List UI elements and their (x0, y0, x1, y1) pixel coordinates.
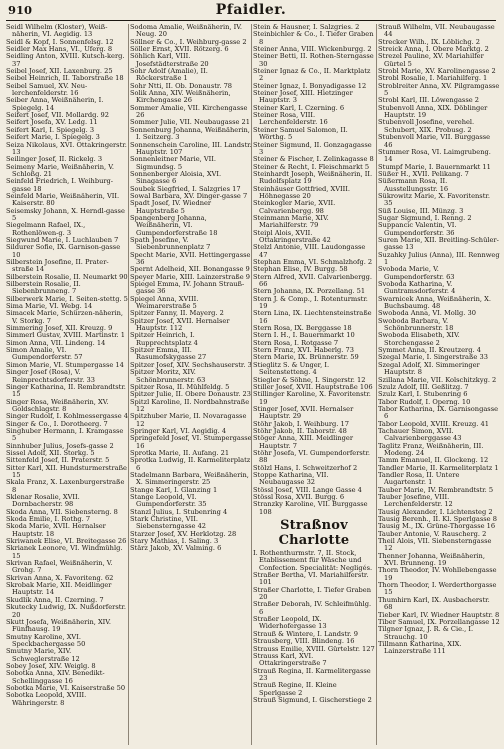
directory-entry: Strauß Regina, II. Karmelitergasse 23 (253, 667, 371, 682)
directory-entry: Stern Johanna, IX. Porzellang. 51 (253, 288, 366, 296)
directory-entry: Steinkogler Marie, XVII. Calvarienbergg. 98 (253, 200, 336, 215)
directory-entry: Swoboda Barbara, V. Schönbrunnerstr. 18 (378, 317, 454, 333)
directory-entry: Sildurer Sofie, IX. Garnison-gasse 10 (6, 244, 121, 259)
directory-entry: Skoda Marie, XVII. Hernalser Hauptstr. 18 (6, 523, 106, 538)
column-4 (378, 24, 500, 656)
directory-entry: Steiner Karl, I. Czerning. 6 (253, 104, 345, 112)
directory-entry: Tabor Leopold, XVIII. Kreuzg. 41 (378, 420, 489, 428)
running-head: Pfaidler. (215, 2, 287, 18)
directory-entry: Szulz Karl, I. Stubenring 6 (378, 391, 468, 399)
directory-entry: Svoboda Katharina, V. Guntramsdorferstr. 4 (378, 281, 456, 296)
directory-entry: Tillmann Katharina, XIX. Lainzerstraße 111 (378, 640, 462, 656)
directory-entry: Stern I. H., I. Bauernmarkt 10 (253, 332, 355, 340)
directory-entry: Sobey Josef, XIV. Weiglg. 8 (6, 662, 96, 670)
directory-entry: Suppancic Valentin, VI. Gumpendorferstr. 36 (378, 222, 457, 237)
directory-entry: Spitzer Josef, XVII. Hernalser Hauptstr. 112 (130, 317, 230, 333)
directory-entry: Seibel Samuel, XV. Neu-lerchenfelderstr. 16 (6, 82, 88, 98)
directory-entry: Tausig M., IX. Grüne-Thorgasse 16 (378, 523, 496, 531)
directory-entry: Skudlik Anna, II. Czerning. 7 (6, 596, 104, 604)
directory-entry: Silberstein Rosalie, II. Siebenbrunneng. 7 (6, 281, 81, 296)
directory-entry: Seifert Marie, I. Spiegelg. 3 (6, 134, 100, 142)
directory-entry: Strauß & Wintere, I. Landstr. 9 (253, 630, 358, 638)
directory-entry: Sittenfeld Josef, II. Praterstr. 5 (6, 457, 110, 465)
directory-entry: Spitzer Julie, II. Obere Donaustr. 23 (130, 391, 251, 399)
directory-entry: Steiner Ignaz & Co., II. Marktplatz 2 (253, 68, 371, 83)
directory-entry: Stärz Jakob, XV. Valming. 6 (130, 545, 222, 553)
directory-entry: Spangenberg Johanna, Weißnäherin, VI. Gumpendorferstraße 18 (130, 214, 218, 237)
directory-entry: Stöhr Josefa, VI. Gumpendorferstr. 88 (253, 449, 371, 465)
directory-entry: Symmet Anna, II. Kreutzerg. 4 (378, 347, 481, 355)
directory-entry: Szegal Marie, I. Singerstraße 33 (378, 354, 488, 362)
directory-entry: Sükrowitz Marie, X. Favoritenstr. 35 (378, 192, 490, 208)
directory-entry: I. Rothenthurmstr. 7, II. Stock, Etablissement für Wäsche und Confection. Specialität: Negligés. (253, 550, 373, 572)
directory-entry: Sodoma Amalie, Weißnäherin, IV. Neug. 20 (130, 24, 242, 39)
directory-entry: Tauber Josefine, VIII. Lerchenfelderstr. 12 (378, 494, 453, 509)
directory-entry: Sohr Ntti, II. Ob. Donaustr. 78 (130, 82, 233, 90)
directory-entry: Suzahky Julius (Anna), III. Rennweg 1 (378, 251, 500, 266)
directory-entry: Straßer Charlotte, I. Tiefer Graben 20 (253, 586, 372, 602)
directory-entry: Seisemsky Johann, X. Herndl-gasse 5 (6, 207, 125, 222)
directory-entry: Spitzer Heinrich, I. Rupprechtsplatz 4 (130, 332, 198, 347)
directory-entry: Stern Marie, IX. Brünnerstr. 59 (253, 354, 359, 362)
directory-entry: Stern Lina, IX. Liechtensteinstraße 16 (253, 310, 372, 325)
directory-entry: Starzer Josef, XV. Herklotzg. 28 (130, 530, 237, 538)
directory-entry: Swarnicek Anna, Weißnäherin, X. Buchsbaumg. 48 (378, 295, 491, 311)
directory-entry: Seidler Max Hans, VI., Uferg. 8 (6, 46, 113, 54)
directory-entry: Strauß Wilhelm, VII. Neubaugasse 44 (378, 24, 495, 39)
directory-entry: Singer & Co., I. Dorotheerg. 7 (6, 420, 108, 428)
directory-entry: Stroblreiter Anna, XV. Pilgramgasse 5 (378, 82, 500, 98)
directory-entry: Strobl Marie, XV. Karolinengasse 2 (378, 68, 496, 76)
directory-entry: Szillana Marie, VII. Kolschitzkyg. 2 (378, 376, 497, 384)
directory-entry: Stelzl Antonie, VIII. Laudongasse 47 (253, 244, 366, 259)
directory-entry: Spitzer Fanny, II. Mayerg. 2 (130, 310, 224, 318)
directory-entry: Söller Ernst, XVII. Rötzerg. 6 (130, 46, 229, 54)
column-2 (130, 24, 252, 553)
directory-entry: Stranzky Karoline, VII. Burggasse 108 (253, 501, 368, 516)
directory-entry: Seidl & Kopf, I. Sonnenfelsg. 12 (6, 38, 114, 46)
directory-entry: Sprotka Ludwig, II. Karmeliterplatz 6 (130, 457, 251, 472)
page-number: 910 (8, 3, 33, 17)
directory-entry: Seinfeld Marie, Weißnäherin, VII. Kaiserstr. 80 (6, 192, 120, 208)
directory-entry: Thenner Johanna, Weißnäherin, XVI. Brunneng. 19 (378, 552, 485, 568)
directory-entry: Stubenvoll Anna, XIX. Döblinger Hauptstr. 19 (378, 104, 488, 120)
directory-entry: Skoda Anna, VII. Siebensterng. 8 (6, 508, 118, 516)
directory-entry: Seifert Josefa, XV. Ledg. 11 (6, 119, 98, 127)
directory-entry: Sobotka Leopold, XVIII. Währingerstr. 8 (6, 692, 87, 707)
directory-entry: Süß Louise, III. Münzg. 3 (378, 207, 464, 215)
directory-entry: Strecker Wilh., IX. Löblichg. 2 (378, 38, 481, 46)
directory-entry: Spitzl Karoline, II. Nordbahnstraße 12 (130, 398, 250, 413)
directory-entry: Strauß Regine, II. Kleine Sperlgasse 2 (253, 682, 337, 697)
directory-entry: Tandler Rosa, II. Untere Augartenstr. 1 (378, 471, 460, 487)
directory-entry: Singer Rudolf, I. Kohlmessergasse 4 (6, 413, 128, 421)
directory-entry: Stieglitz S. & Unger, I. Seitenstetteng. 4 (253, 361, 330, 377)
directory-entry: Stanzl Julius, I. Stubenring 4 (130, 508, 228, 516)
directory-entry: Skutt Josefa, Weißnäherin, XIV. Fünfhausg. 19 (6, 618, 112, 634)
directory-entry: Strezel Pauline, XV. Mariahilfer Gürtel 5 (378, 53, 484, 68)
directory-entry: Stöhr Jakob, I. Weihburg. 17 (253, 420, 349, 428)
directory-entry: Stössl Rosa, XVII. Burgg. 6 (253, 494, 345, 501)
advertisement-heading: Straßnov Charlotte (278, 518, 350, 549)
directory-entry: Simmerl Gustav, XVIII. Martinstr. 1 (6, 332, 125, 340)
directory-entry: Steinhäuser Gottfried, XVIII. Höhnegasse 20 (253, 185, 350, 200)
directory-entry: Stoppe Katharina, VII. Neubaugasse 32 (253, 471, 329, 487)
directory-entry: Suren Marie, XII. Breitling-Schüler-gasse 13 (378, 236, 499, 252)
directory-entry: Soubek Siegfried, I. Salzgries 17 (130, 185, 241, 193)
directory-entry: Tilgner Ignaz, J. R. & Cie., I. Strauchg. 10 (378, 626, 474, 641)
directory-entry: Seibel Josef, XII. Laxenburg. 25 (6, 68, 113, 76)
directory-entry: Singhuber Hermann, I. Kramgasse 5 (6, 427, 124, 443)
directory-entry: Seimeny Marie, Weißnäherin, V. Schloßg. 21 (6, 163, 114, 178)
directory-entry: Sissel Adolf, XII. Storkg. 5 (6, 449, 95, 457)
directory-entry: Siegwund Marie, I. Luchlauben 7 (6, 236, 119, 244)
column-divider (251, 24, 252, 745)
directory-entry: Tauber Antonie, V. Rauscherg. 2 (378, 530, 487, 538)
directory-entry: Simon Marie, VI. Stumpergasse 14 (6, 361, 124, 369)
directory-entry: Sobotka Anna, XIV. Benedikt-Schellinggasse 16 (6, 670, 105, 685)
directory-entry: Spadt Josef, IV. Wiedner Hauptstraße 5 (130, 200, 212, 215)
directory-entry: Speyer Marie, XIII. Lainzerstraße 9 (130, 273, 251, 281)
directory-entry: Steinmann Marie, XIV. Mariahilferstr. 79 (253, 214, 329, 230)
directory-entry: Stössl Josef, VIII. Lange Gasse 4 (253, 486, 362, 494)
directory-entry: Tieber Karl, IV. Wiedner Hauptstr. 8 (378, 611, 500, 619)
directory-entry: Sklenar Rosalie, XVII. Dornbacherstr. 98 (6, 494, 80, 509)
directory-entry: Svoboda Marie, V. Gumpendorferstr. 63 (378, 266, 455, 281)
directory-entry: Steiner Josef, XIII. Hietzinger Hauptstr. 3 (253, 90, 353, 105)
directory-entry: Steiner Samuel Salomon, II. Wörthg. 5 (253, 126, 348, 142)
directory-entry: Stadelmann Barbara, Weißnäherin, X. Simmeringerstr. 25 (130, 471, 249, 487)
directory-entry: Simon Anna, VII. Lindeng. 14 (6, 339, 106, 347)
column-divider (128, 24, 129, 745)
directory-entry: Springer Karl, VI. Aegidig. 4 (130, 427, 227, 435)
directory-entry: Seiber Anna, Weißnäherin, I. Spiegelg. 14 (6, 97, 104, 112)
directory-entry: Strobl Karl, III. Löwengasse 2 (378, 97, 479, 105)
directory-entry: Süßermann Rosa, II. Ausstellungsstr. 16 (378, 178, 449, 193)
directory-entry: Stern Franz, XVI. Haberlg. 73 (253, 347, 354, 355)
directory-entry: Skoda Emilie, I. Rothg. 7 (6, 516, 91, 524)
directory-entry: Stern Alfred, XVII. Calvarienbergg. 66 (253, 273, 373, 289)
directory-entry: Siegelmann Rafael, IX., Rothenlöwen-g. 3 (6, 222, 86, 237)
directory-entry: Spiegel Emma, IV. Johann Strauß-gasse 36 (130, 281, 245, 296)
directory-entry: Steiner & Recht, I. Fleischmarkt 5 (253, 163, 370, 171)
directory-entry: Simon Amalie, VI. Gumpendorferstr. 57 (6, 347, 83, 362)
directory-entry: Stange Leopold, VI. Gumpendorferstr. 35 (130, 494, 207, 509)
directory-entry: Spitzer Rosa, II. Mühlfeldg. 5 (130, 383, 230, 391)
directory-entry: Theil Alois, VII. Siebensterngasse 12 (378, 538, 492, 553)
directory-entry: Tabor Rudolf, I. Operng. 10 (378, 398, 471, 406)
directory-entry: Stöhr Jakob, II. Taborstr. 48 (253, 427, 347, 435)
directory-entry: Steinbichler & Co., I. Tiefer Graben 8 (253, 31, 374, 46)
directory-entry: Spernt Adelheid, XII. Bonangasse 9 (130, 266, 250, 274)
directory-entry: Swoboda Anna, VI. Mollg. 30 (378, 310, 476, 318)
directory-entry: Strauss Karl, XVI. Ottakringerstraße 7 (253, 652, 327, 668)
directory-entry: Szulz Adolf, III. Geßlitzg. 7 (378, 383, 469, 391)
directory-entry: Stubenvoll Josefine, verehel. Schubert, XIX. Probusg. 2 (378, 119, 475, 134)
directory-entry: Spath Josefine, V. Siebenbrunnenplatz 7 (130, 236, 211, 252)
directory-entry: Stinger Josef, XVII. Hernalser Hauptstr. 29 (253, 405, 354, 421)
directory-entry: Stillinger Karoline, X. Favoritenstr. 19 (253, 391, 371, 406)
directory-entry: Singer Katharina, II. Rembrandtstr. 15 (6, 383, 126, 399)
directory-entry: Silberwerk Marie, I. Seiten-stettg. 5 (6, 295, 128, 303)
directory-entry: Skrobak Marie, XII. Meidlinger Hauptstr. 14 (6, 582, 112, 597)
directory-entry: Sowal Barbara, XV. Dinger-gasse 7 (130, 192, 248, 200)
directory-entry: Taglitz Franz, Weißnäherin, III. Modeng. 24 (378, 442, 484, 457)
directory-entry: Singer Josef (Rosa), V. Reinprechtsdorferstr. 33 (6, 369, 95, 384)
directory-entry: Tandler Marie, II. Karmeliterplatz 1 (378, 464, 499, 472)
directory-entry: Simacek Marie, Schürzen-näherin, V. Storkg. 7 (6, 310, 123, 325)
directory-entry: Straßer Deborah, IV. Schleifmühlg. 6 (253, 601, 372, 616)
directory-entry: Spitzhuber Marie, II. Novaragasse 12 (130, 413, 247, 428)
directory-entry: Sommer Julie, VII. Neubaugasse 21 (130, 119, 250, 127)
directory-entry: Spitzer Moritz, XIV. Schönbrunnerstr. 63 (130, 369, 206, 384)
directory-entry: Simmering Josef, XII. Kreuzg. 9 (6, 325, 113, 333)
directory-entry: Stark Christine, VII. Siebensterngasse 42 (130, 516, 207, 531)
directory-entry: Tabor Katharina, IX. Garnisongasse 6 (378, 405, 499, 421)
directory-entry: Silberstein Rosalie, II. Neumarkt 90 (6, 273, 128, 281)
directory-entry: Tamm Emanuel, II. Glockeng. 12 (378, 457, 489, 465)
directory-entry: Springefeld Josef, VI. Stumpergasse 16 (130, 435, 252, 450)
directory-entry: Strausberg, VIII. Blindeng. 16 (253, 638, 355, 646)
directory-entry: Stiller Josef, XVII. Hauptstraße 106 (253, 383, 373, 391)
directory-entry: Seidling Anton, XVIII. Kutsch-kerg. 37 (6, 53, 125, 68)
directory-entry: Stary Mathias, I. Saling. 3 (130, 538, 219, 546)
directory-entry: Tiber Samuel, IX. Porzellangasse 12 (378, 618, 500, 626)
directory-entry: Thorn Theodor, IV. Wohllebengasse 19 (378, 567, 497, 582)
directory-entry: Skrivan Anna, X. Favoriteng. 62 (6, 574, 114, 582)
directory-entry: Spitzer Josef, XIV. Sechshauserstr. 3 (130, 361, 252, 369)
directory-entry: Skrianek Leonore, VI. Windmühlg. 15 (6, 545, 123, 560)
directory-entry: Tausig Alexander, I. Lichtensteg 2 (378, 508, 493, 516)
directory-entry: Streick Anna, I. Obere Marktg. 2 (378, 46, 489, 54)
directory-entry: Spiegel Anna, XVIII. Weimarerstraße 5 (130, 295, 199, 311)
directory-entry: Strauß Sigmund, I. Gischerstiege 2 (253, 696, 372, 704)
directory-entry: Sobotka Marie, VI. Kaiserstraße 50 (6, 684, 126, 692)
directory-entry: Solik Anna, XIV. Weißnäherin, Kirchengasse 26 (130, 90, 231, 105)
directory-entry: Sonnenschein Caroline, III. Landstr. Hauptstr. 107 (130, 141, 252, 156)
directory-entry: Stern J. & Comp., I. Rotenturmstr. 19 (253, 295, 368, 311)
directory-entry: Stephan Elise, IV. Burgg. 58 (253, 266, 348, 274)
directory-entry: Sonnenberger Aloisia, XVI. Sinagasse 6 (130, 170, 222, 186)
directory-entry: Thorn Theodor, I. Werderthorgasse 15 (378, 582, 497, 597)
directory-entry: Swoboda Elisabeth, XIV. Storchengasse 2 (378, 332, 460, 347)
directory-entry: Steiner Sigmund, II. Gonzagagasse 3 (253, 141, 372, 156)
directory-entry: Stummer Rosa, VI. Laimgrubeng. 14 (378, 148, 491, 164)
directory-entry: Stölzl Hans, I. Schweitzerhof 2 (253, 464, 358, 472)
directory-entry: Seinfeld Friedrich, I. Weihburg-gasse 18 (6, 178, 114, 193)
directory-entry: Seidl Wilhelm (Kloster), Weiß-näherin, VI. Aegidig. 13 (6, 24, 108, 39)
directory-entry: Steipl Alois, XVII. Ottakringerstraße 42 (253, 229, 331, 244)
directory-entry: Strauss Emilie, XVIII. Gürtelstr. 127 (253, 645, 375, 653)
directory-entry: Strobl Rosalie, I. Mariahilferg. 1 (378, 75, 488, 83)
directory-entry: Sonnenburg Johanna, Weißnäherin, I. Seitzerg. 3 (130, 126, 250, 142)
directory-entry: Smutny Karoline, XVI. Speckbachergasse 50 (6, 633, 86, 648)
page-header (6, 2, 496, 20)
directory-entry: Sugar Sigmund, I. Renng. 2 (378, 214, 472, 222)
directory-entry: Süßer H., XVII. Pelikang. 7 (378, 170, 469, 178)
directory-entry: Tachauer Simon, XVII. Calvarienberggasse 43 (378, 427, 462, 443)
directory-entry: Seifert Josef, VII. Mollardg. 92 (6, 112, 110, 120)
directory-entry: Tauber Marie, IV. Rembrandtstr. 5 (378, 486, 494, 494)
directory-entry: Thumhirn Karl, IX. Ausbacherstr. 68 (378, 596, 490, 612)
directory-entry: Skutecky Ludwig, IX. Nußdorferstr. 20 (6, 604, 126, 619)
directory-entry: Sprotka Marie, II. Aufang. 21 (130, 449, 230, 457)
column-divider (376, 24, 377, 745)
directory-entry: Skala Franz, X. Laxenburgerstraße 8 (6, 479, 125, 494)
directory-entry: Stern Rosa, I. Rotgasse 7 (253, 339, 339, 347)
directory-entry: Seiza Nikolaus, XVI. Ottakringerstr. 13 (6, 141, 127, 156)
directory-entry: Stange Karl, I. Glanzing 1 (130, 486, 218, 494)
directory-entry: Specht Marie, XVII. Hettingergasse 36 (130, 251, 251, 266)
directory-entry: Seibel Heinrich, II. Taborstraße 18 (6, 75, 124, 83)
directory-entry: Sohr Adolf (Amalie), II. Röckerstraße 1 (130, 68, 208, 83)
directory-entry: Skriwanek Elise, VI. Breitegasse 26 (6, 538, 127, 546)
directory-entry: Stein & Hausner, I. Salzgries. 2 (253, 24, 360, 31)
directory-entry: Smutny Marie, XIV. Schweglerstraße 12 (6, 648, 80, 663)
directory-entry: Stephan Emma, VI. Schmalzhofg. 2 (253, 259, 373, 266)
column-3 (253, 24, 375, 704)
directory-entry: Steiner & Fischer, I. Zelinkagasse 8 (253, 156, 374, 164)
directory-entry: Stumpf Marie, I. Bauernmarkt 11 (378, 163, 491, 171)
directory-entry: Stubenvoll Marie, VII. Burggasse 46 (378, 134, 491, 149)
directory-entry: Stiegler & Söhne, I. Singerstr. 12 (253, 376, 366, 384)
directory-entry: Steiner Ignaz, I. Bonyadigasse 12 (253, 82, 367, 90)
directory-entry: Sommer Amalie, VII. Kirchengasse 26 (130, 104, 248, 120)
directory-entry: Stern Rosa, IX. Berggasse 18 (253, 325, 352, 333)
directory-entry: Stöger Anna, XIII. Meidlinger Hauptstr. 7 (253, 435, 354, 450)
directory-entry: Steiner Betti, II. Rothen-Sterngasse 30 (253, 53, 374, 68)
column-1 (6, 24, 128, 707)
directory-entry: Steinhardt Joseph, Weißnäherin, II. Rudolfsplatz 19 (253, 170, 373, 186)
directory-entry: Sima Marie, VI. Webg. 14 (6, 303, 93, 311)
directory-entry: Seifert Karl, I. Spiegelg. 3 (6, 126, 95, 134)
directory-entry: Straßer Leopold, IX. Widerhofergasse 13 (253, 616, 327, 631)
directory-entry: Steiner Rosa, VIII. Lerchenfelderstr. 16 (253, 112, 328, 127)
directory-entry: Steiner Anna, VIII. Wickenburgg. 2 (253, 46, 372, 54)
directory-entry: Skrivan Rafael, Weißnäherin, V. Grohg. 7 (6, 560, 113, 575)
directory-entry: Spitzer Emma, III. Rasumofskygasse 27 (130, 347, 207, 362)
directory-entry: Szegal Adolf, XI. Simmeringer Hauptstr. 8 (378, 361, 480, 377)
header-rule (6, 20, 496, 21)
directory-entry: Singer Rosa, Weißnäherin, XV. Goldschlagstr. 8 (6, 398, 109, 413)
directory-entry: Straßer Bertha, VI. Mariahilferstr. 101 (253, 572, 369, 587)
directory-entry: Söhlich Karl, VIII. Josefstädterstraße 20 (130, 53, 209, 68)
directory-entry: Tausig Berenh., II. Kl. Sperlgasse 8 (378, 516, 497, 524)
directory-entry: Silberstein Josefine, II. Prater-straße 14 (6, 259, 109, 274)
directory-entry: Sitter Karl, XII. Hundsturmerstraße 15 (6, 464, 127, 479)
directory-entry: Söllner & Co., I. Weihburg-gasse 2 (130, 38, 247, 46)
directory-entry: Sinnhuber Julius, Josefs-gasse 2 (6, 442, 114, 450)
directory-entry: Seilinger Josef, II. Rickelg. 3 (6, 156, 103, 164)
directory-entry: Sonnenleitner Marie, VII. Sigmundsg. 5 (130, 156, 217, 171)
